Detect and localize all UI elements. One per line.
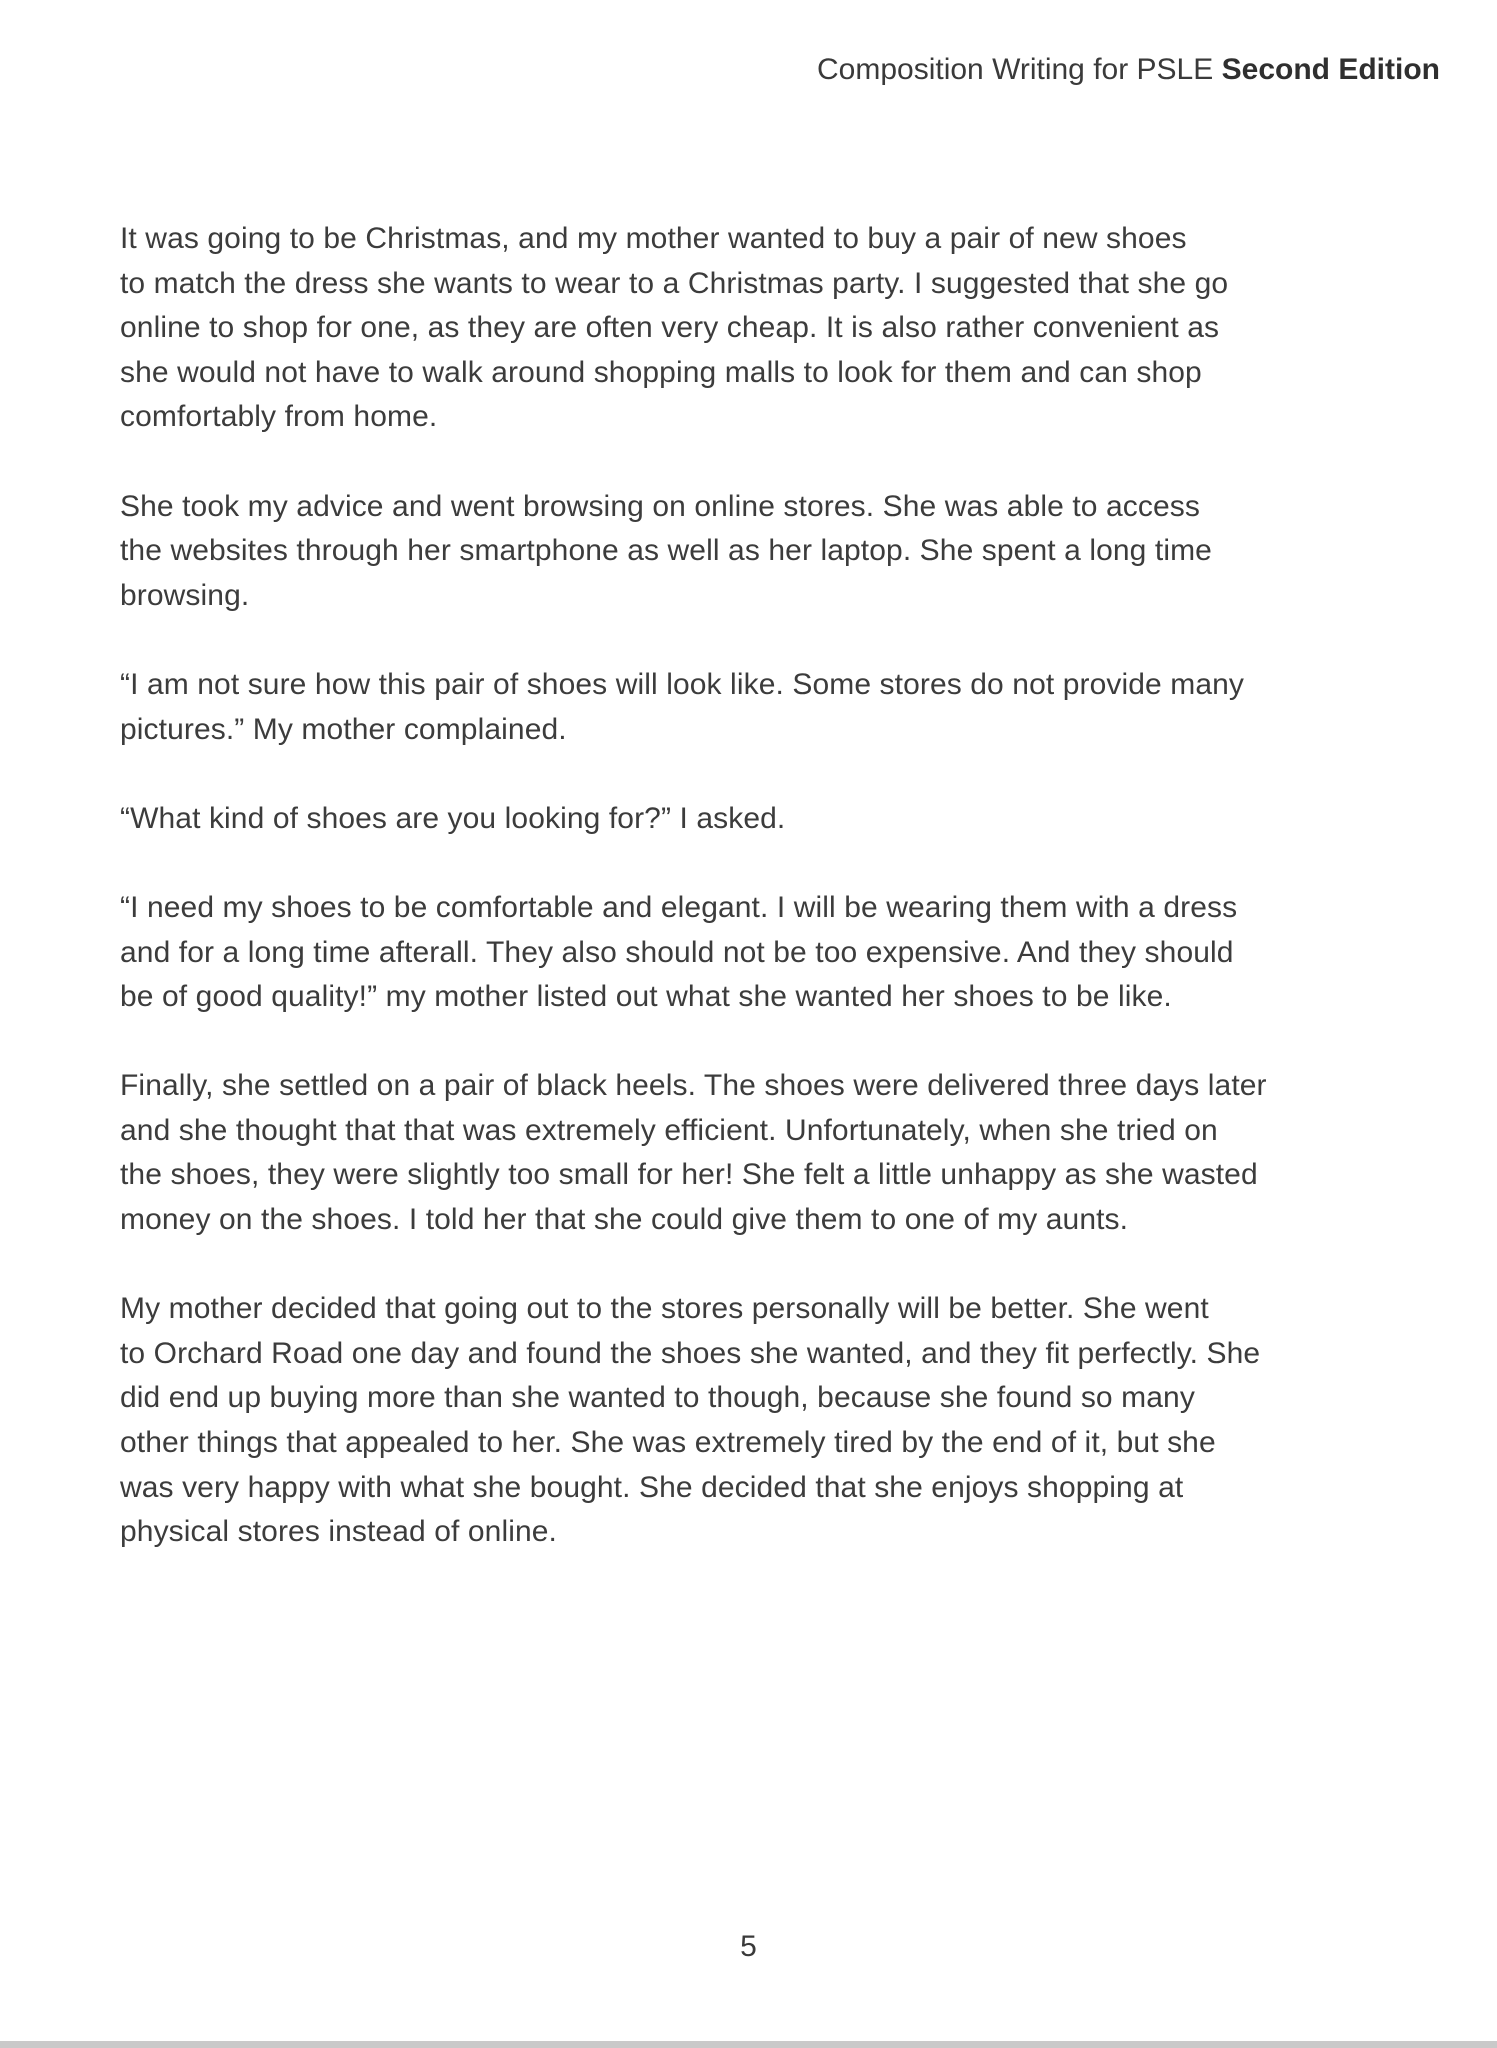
essay-body [120, 217, 1490, 1555]
book-title: Composition Writing for PSLE [816, 53, 1214, 86]
running-header [817, 52, 1440, 88]
page-bottom-edge [0, 2041, 1497, 2048]
essay-paragraph-5: “I need my shoes to be comfortable and elegant. I will be wearing them with a dress and for a long time afterall. They also should not be too expensive. And they should be of good quality!” my mother listed out what she wanted her shoes to be like. [120, 890, 1238, 1014]
essay-paragraph-1: It was going to be Christmas, and my mother wanted to buy a pair of new shoes to match the dress she wants to wear to a Christmas party. I suggested that she go online to shop for one, as they are often very cheap. It is also rather convenient as she would not have to walk around shopping malls to look for them and can shop comfortably from home. [120, 222, 1229, 434]
essay-paragraph-6: Finally, she settled on a pair of black heels. The shoes were delivered three days later and she thought that that was extremely efficient. Unfortunately, when she tried on the shoes, they were slightly too small for her! She felt a little unhappy as she wasted money on the shoes. I told her that she could give them to one of my aunts. [120, 1069, 1267, 1237]
essay-paragraph-7: My mother decided that going out to the stores personally will be better. She went to Orchard Road one day and found the shoes she wanted, and they fit perfectly. She did end up buying more than she wanted to though, because she found so many other things that appealed to her. She was extremely tired by the end of it, but she was very happy with what she bought. She decided that she enjoys shopping at physical stores instead of online. [120, 1292, 1261, 1549]
essay-paragraph-4: “What kind of shoes are you looking for?” I asked. [120, 801, 786, 835]
essay-paragraph-3: “I am not sure how this pair of shoes will look like. Some stores do not provide many pictures.” My mother complained. [120, 667, 1245, 746]
essay-paragraph-2: She took my advice and went browsing on online stores. She was able to access the websites through her smartphone as well as her laptop. She spent a long time browsing. [120, 489, 1212, 612]
book-edition: Second Edition [1221, 53, 1440, 86]
page-number: 5 [740, 1930, 757, 1963]
